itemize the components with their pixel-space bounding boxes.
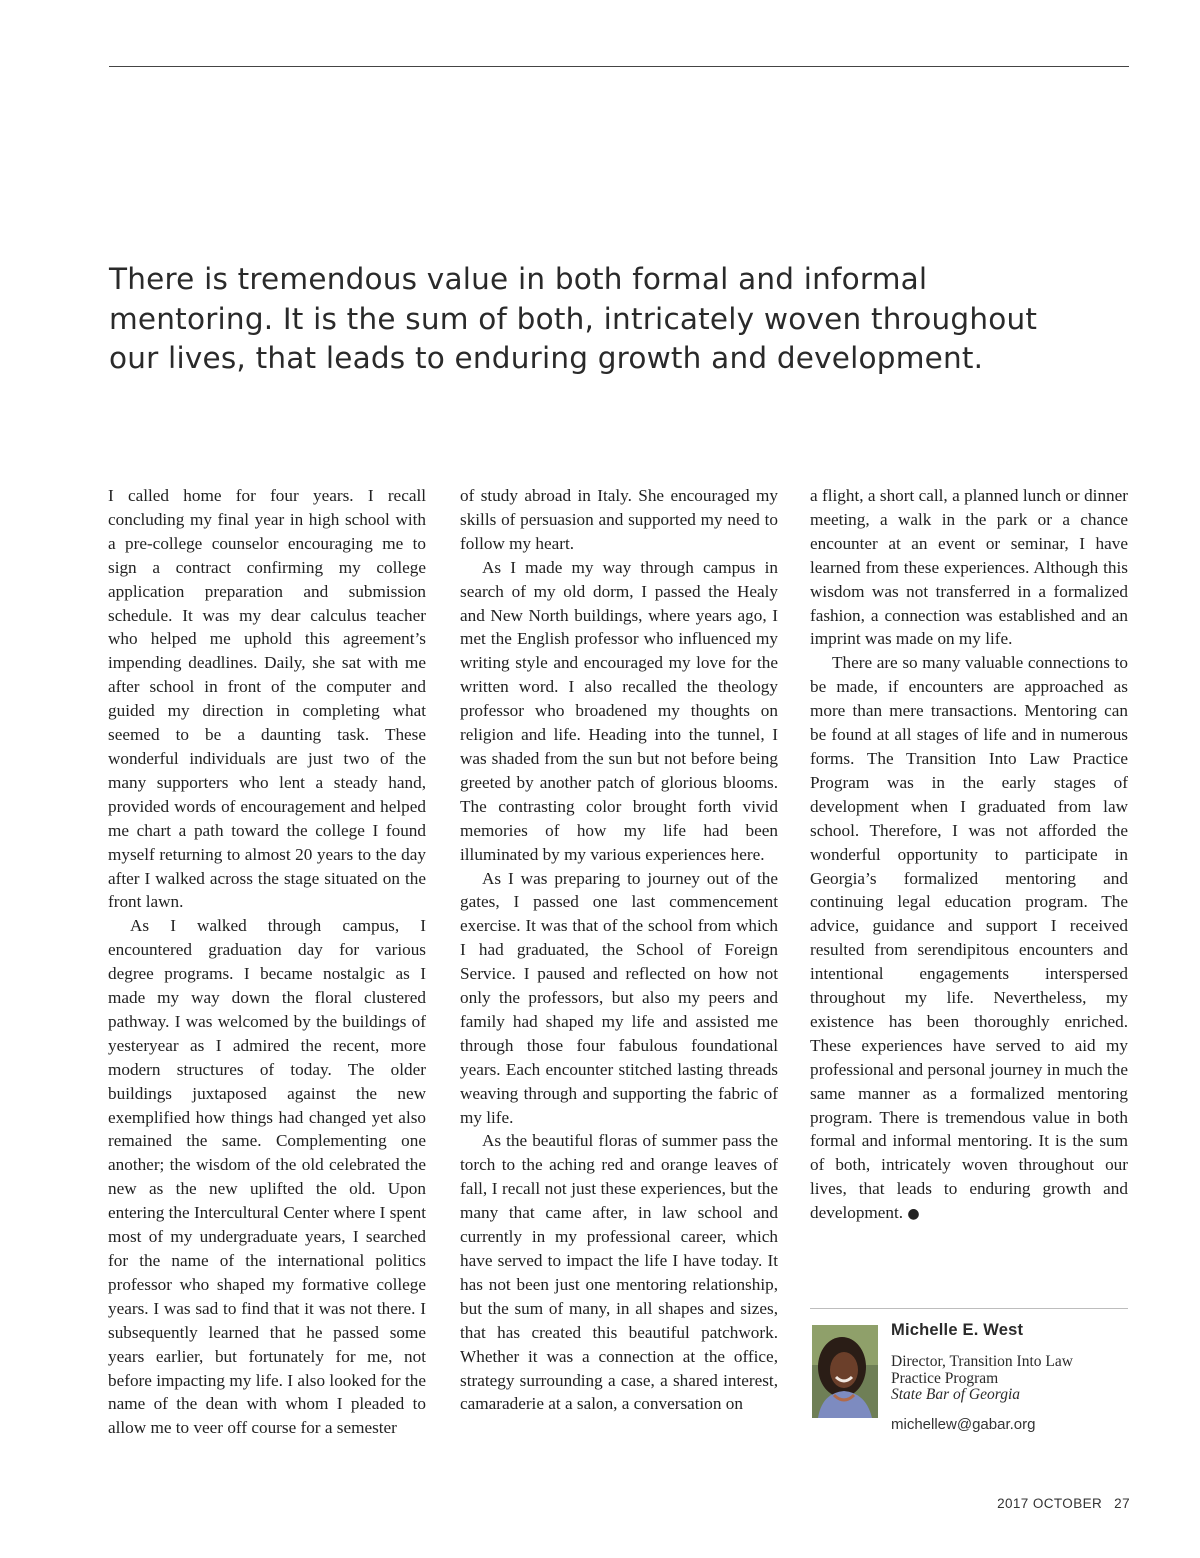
page-footer xyxy=(980,1496,1130,1511)
paragraph: of study abroad in Italy. She encouraged my skills of persuasion and supported my need to follow my heart. xyxy=(460,486,778,553)
end-mark-icon: ● xyxy=(907,1206,920,1223)
pull-quote-line: our lives, that leads to enduring growth and development. xyxy=(109,341,984,375)
article-column-1 xyxy=(108,484,426,1440)
author-divider xyxy=(810,1308,1128,1309)
author-organization: State Bar of Georgia xyxy=(891,1386,1021,1403)
author-photo xyxy=(812,1325,878,1418)
author-portrait-image xyxy=(812,1325,878,1418)
paragraph: a flight, a short call, a planned lunch or dinner meeting, a walk in the park or a chance encounter at an event or seminar, I have learned from these experiences. Although this wisdom was not transferred in a formalized fashion, a connection was established and an imprint was made on my life. xyxy=(810,486,1128,649)
author-title-line: Practice Program xyxy=(891,1369,999,1387)
paragraph: As the beautiful floras of summer pass the torch to the aching red and orange leaves of fall, I recall not just these experiences, but the many that came after, in law school and currently in my professional career, which have served to impact the life I have today. It has not been just one mentoring relationship, but the sum of many, in all shapes and sizes, that has created this beautiful patchwork. Whether it was a connection at the office, strategy surrounding a case, a shared interest, camaraderie at a salon, a conversation on xyxy=(460,1131,778,1414)
paragraph: As I was preparing to journey out of the gates, I passed one last commencement exercise. It was that of the school from which I had graduated, the School of Foreign Service. I paused and reflected on how not only the professors, but also my peers and family had shaped my life and assisted me through those four fabulous foundational years. Each encounter stitched lasting threads weaving through and supporting the fabric of my life. xyxy=(460,868,778,1127)
author-name: Michelle E. West xyxy=(891,1321,1024,1339)
author-title xyxy=(891,1354,1131,1387)
paragraph: I called home for four years. I recall concluding my final year in high school with a pre-college counselor encouraging me to sign a contract confirming my college application preparation and submission schedule. It was my dear calculus teacher who helped me uphold this agreement’s impending deadlines. Daily, she sat with me after school in front of the computer and guided my direction in completing what seemed to be a daunting task. These wonderful individuals are just two of the many supporters who lent a steady hand, provided words of encouragement and helped me chart a path toward the college I found myself returning to almost 20 years to the day after I walked across the stage situated on the front lawn. xyxy=(108,486,426,912)
pull-quote xyxy=(109,260,1139,379)
pull-quote-line: mentoring. It is the sum of both, intricately woven throughout xyxy=(109,301,1038,336)
paragraph-final xyxy=(810,651,1128,1227)
issue-label: 2017 OCTOBER xyxy=(997,1496,1103,1511)
article-column-3 xyxy=(810,484,1128,1227)
author-email: michellew@gabar.org xyxy=(891,1416,1036,1433)
pull-quote-line: There is tremendous value in both formal and informal xyxy=(109,262,928,296)
top-rule xyxy=(109,66,1129,67)
page-number: 27 xyxy=(1114,1496,1130,1511)
paragraph: As I walked through campus, I encountered graduation day for various degree programs. I became nostalgic as I made my way down the floral clustered pathway. I was welcomed by the buildings of yesteryear as I admired the recent, more modern structures of today. The older buildings juxtaposed against the new exemplified how things had changed yet also remained the same. Complementing one another; the wisdom of the old celebrated the new as the new uplifted the old. Upon entering the Intercultural Center where I spent most of my undergraduate years, I searched for the name of the international politics professor who shaped my formative college years. I was sad to find that it was not there. I subsequently learned that he passed some years earlier, but fortunately for me, not before impacting my life. I also looked for the name of the dean with whom I pleaded to allow me to veer off course for a semester xyxy=(108,916,426,1438)
article-column-2 xyxy=(460,484,778,1416)
author-title-line: Director, Transition Into Law xyxy=(891,1353,1073,1370)
paragraph: As I made my way through campus in search of my old dorm, I passed the Healy and New North buildings, where years ago, I met the English professor who influenced my writing style and encouraged my love for the written word. I also recalled the theology professor who broadened my thoughts on religion and life. Heading into the tunnel, I was shaded from the sun but not before being greeted by another patch of glorious blooms. The contrasting color brought forth vivid memories of how my life had been illuminated by my various experiences here. xyxy=(460,557,778,864)
paragraph-final-text: There are so many valuable connections to be made, if encounters are approached as more than mere transactions. Mentoring can be found at all stages of life and in numerous forms. The Transition Into Law Practice Program was in the early stages of development when I graduated from law school. Therefore, I was not afforded the wonderful opportunity to participate in Georgia’s formalized mentoring and continuing legal education program. The advice, guidance and support I received resulted from serendipitous encounters and intentional engagements interspersed throughout my life. Nevertheless, my existence has been thoroughly enriched. These experiences have served to aid my professional and personal journey in much the same manner as a formalized mentoring program. There is tremendous value in both formal and informal mentoring. It is the sum of both, intricately woven throughout our lives, that leads to enduring growth and development. xyxy=(810,653,1128,1223)
